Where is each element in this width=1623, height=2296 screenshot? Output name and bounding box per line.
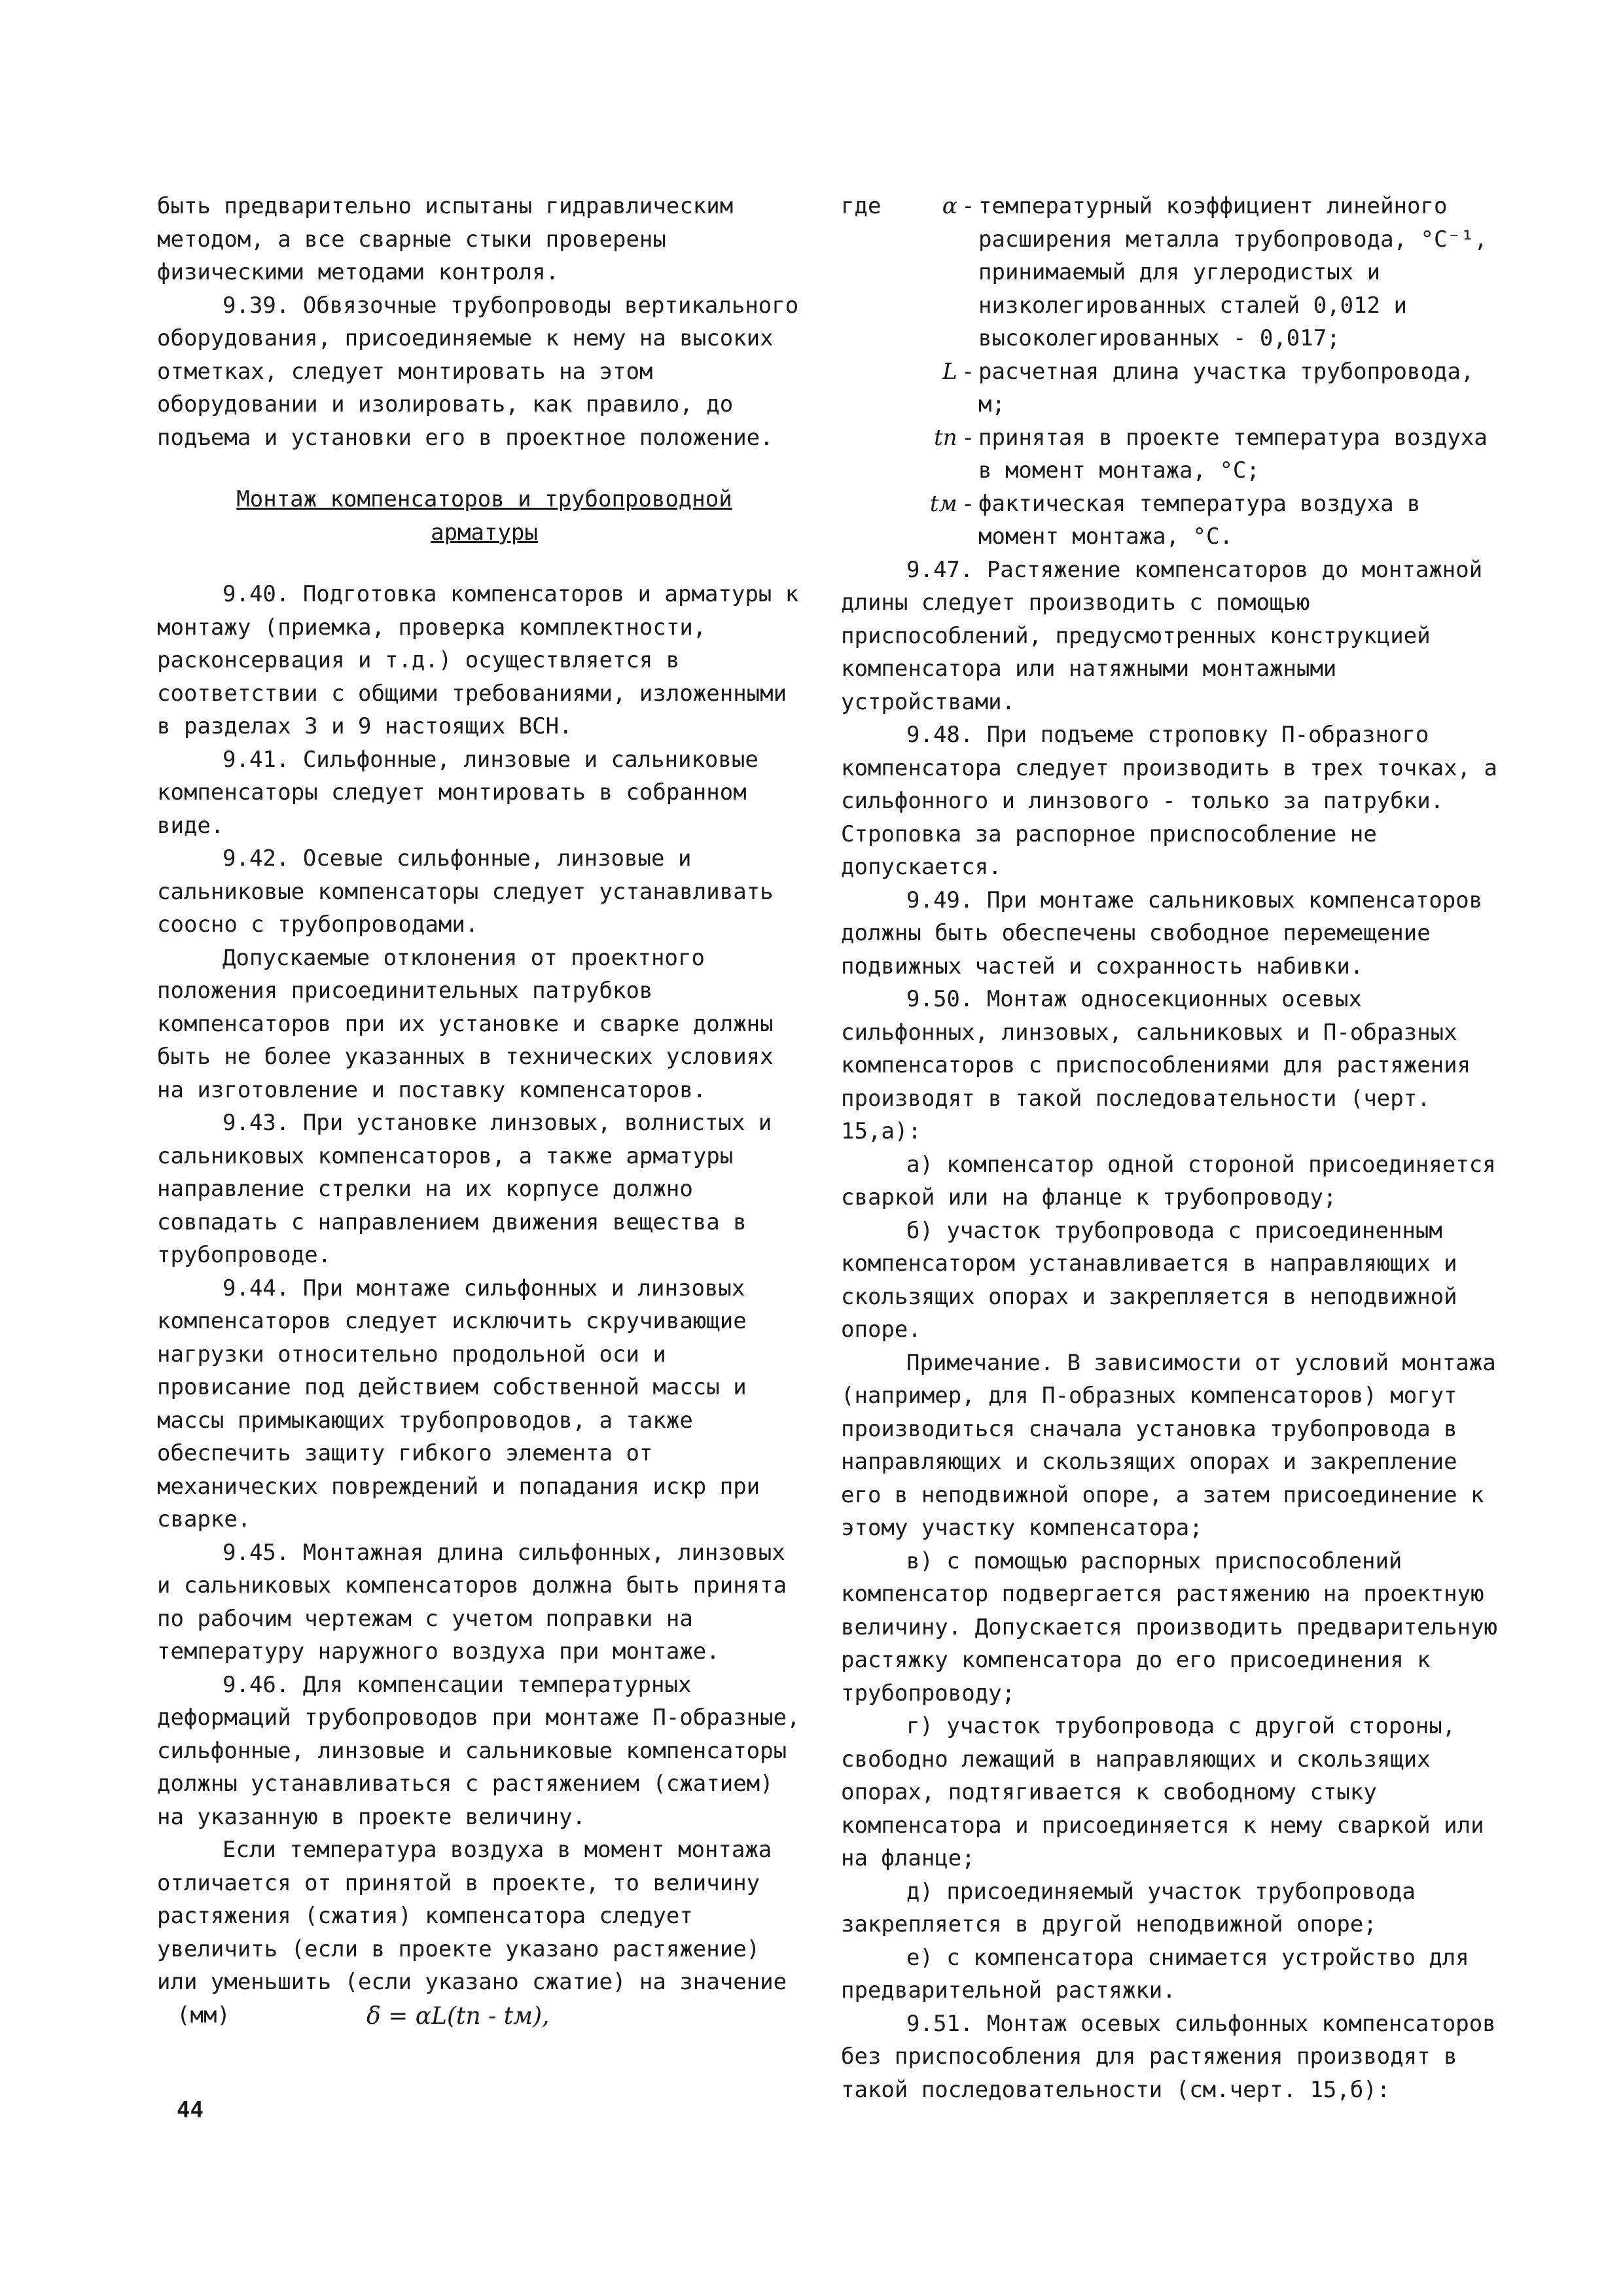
definition-text: температурный коэффициент линейного расширения металла трубопровода, °C⁻¹, принимаемый для углеродистых и низколегированных сталей 0,012 и высоколегированных - 0,017; bbox=[978, 193, 1488, 351]
definition-text: расчетная длина участка трубопровода, м; bbox=[978, 358, 1474, 417]
paragraph-9-44: 9.44. При монтаже сильфонных и линзовых компенсаторов следует исключить скручивающие нагрузки относительно продольной оси и провисание под действием собственной массы и массы примыкающих трубопроводов, а также обеспечить защиту гибкого элемента от механических повреждений и попадания искр при сварке. bbox=[157, 1275, 760, 1532]
definition-design-temperature bbox=[841, 421, 1502, 487]
paragraph-temperature-correction: Если температура воздуха в момент монтажа отличается от принятой в проекте, то величину растяжения (сжатия) компенсатора следует увеличить (если в проекте указано растяжение) или уменьшить (если указано сжатие) на значение bbox=[157, 1837, 787, 1995]
symbol-length: L - bbox=[942, 358, 972, 385]
definition-alpha bbox=[841, 190, 1502, 355]
list-item-g: г) участок трубопровода с другой стороны, свободно лежащий в направляющих и скользящих опорах, подтягивается к свободному стыку компенсатора и присоединяется к нему сваркой или на фланце; bbox=[841, 1713, 1484, 1871]
note-paragraph: Примечание. В зависимости от условий монтажа (например, для П-образных компенсаторов) могут производиться сначала установка трубопровода в направляющих и скользящих опорах и закрепление его в неподвижной опоре, а затем присоединение к этому участку компенсатора; bbox=[841, 1349, 1496, 1541]
page-number: 44 bbox=[177, 2097, 204, 2123]
formula-row bbox=[157, 1999, 812, 2036]
right-column bbox=[841, 190, 1502, 2106]
where-label: где bbox=[841, 193, 882, 219]
definition-text: принятая в проекте температура воздуха в момент монтажа, °C; bbox=[978, 424, 1488, 484]
paragraph-9-39: 9.39. Обвязочные трубопроводы вертикального оборудования, присоединяемые к нему на высоких отметках, следует монтировать на этом оборудовании и изолировать, как правило, до подъема и установки его в проектное положение. bbox=[157, 292, 799, 451]
symbol-design-temperature: tп - bbox=[934, 424, 972, 451]
definition-text: фактическая температура воздуха в момент монтажа, °C. bbox=[978, 490, 1421, 550]
section-heading-line-1: Монтаж компенсаторов и трубопроводной bbox=[236, 486, 732, 512]
list-item-d: д) присоединяемый участок трубопровода закрепляется в другой неподвижной опоре; bbox=[841, 1878, 1416, 1937]
paragraph-9-45: 9.45. Монтажная длина сильфонных, линзовых и сальниковых компенсаторов должна быть принята по рабочим чертежам с учетом поправки на температуру наружного воздуха при монтаже. bbox=[157, 1539, 787, 1665]
list-item-e: е) с компенсатора снимается устройство для предварительной растяжки. bbox=[841, 1944, 1469, 2004]
symbol-alpha: α - bbox=[942, 193, 972, 219]
paragraph-tolerances: Допускаемые отклонения от проектного положения присоединительных патрубков компенсаторов при их установке и сварке должны быть не более указанных в технических условиях на изготовление и поставку компенсаторов. bbox=[157, 944, 774, 1103]
section-heading bbox=[157, 483, 812, 549]
paragraph-9-40: 9.40. Подготовка компенсаторов и арматуры к монтажу (приемка, проверка комплектности, расконсервация и т.д.) осуществляется в соответствии с общими требованиями, изложенными в разделах 3 и 9 настоящих ВСН. bbox=[157, 581, 799, 739]
list-item-v: в) с помощью распорных приспособлений компенсатор подвергается растяжению на проектную величину. Допускается производить предварительную растяжку компенсатора до его присоединения к трубопроводу; bbox=[841, 1547, 1498, 1706]
formula: δ = αL(tп - tм), bbox=[366, 2002, 550, 2030]
list-item-a: а) компенсатор одной стороной присоединяется сваркой или на фланце к трубопроводу; bbox=[841, 1151, 1496, 1210]
unit-label: (мм) bbox=[177, 2002, 230, 2028]
symbol-actual-temperature: tм - bbox=[929, 490, 972, 517]
paragraph-9-41: 9.41. Сильфонные, линзовые и сальниковые компенсаторы следует монтировать в собранном виде. bbox=[157, 746, 758, 839]
paragraph-9-46: 9.46. Для компенсации температурных деформаций трубопроводов при монтаже П-образные, сильфонные, линзовые и сальниковые компенсаторы должны устанавливаться с растяжением (сжатием) на указанную в проекте величину. bbox=[157, 1671, 800, 1830]
spacer bbox=[157, 454, 812, 479]
paragraph-9-47: 9.47. Растяжение компенсаторов до монтажной длины следует производить с помощью приспособлений, предусмотренных конструкцией компенсатора или натяжными монтажными устройствами. bbox=[841, 556, 1483, 715]
paragraph-9-50: 9.50. Монтаж односекционных осевых сильфонных, линзовых, сальниковых и П-образных компенсаторов с приспособлениями для растяжения производят в такой последовательности (черт. 15,а): bbox=[841, 986, 1471, 1144]
paragraph-9-42: 9.42. Осевые сильфонные, линзовые и сальниковые компенсаторы следует устанавливать соосно с трубопроводами. bbox=[157, 845, 774, 938]
definitions-block bbox=[841, 190, 1502, 554]
paragraph-9-51: 9.51. Монтаж осевых сильфонных компенсаторов без приспособления для растяжения производят в такой последовательности (см.черт. 15,б): bbox=[841, 2010, 1496, 2103]
paragraph-continuation: быть предварительно испытаны гидравлическим методом, а все сварные стыки проверены физическими методами контроля. bbox=[157, 193, 734, 285]
section-heading-line-2: арматуры bbox=[431, 519, 538, 546]
paragraph-9-48: 9.48. При подъеме строповку П-образного компенсатора следует производить в трех точках, а сильфонного и линзового - только за патрубки. Строповка за распорное приспособление не допускается. bbox=[841, 722, 1498, 880]
paragraph-9-49: 9.49. При монтаже сальниковых компенсаторов должны быть обеспечены свободное перемещение подвижных частей и сохранность набивки. bbox=[841, 887, 1483, 980]
left-column bbox=[157, 190, 812, 2036]
paragraph-9-43: 9.43. При установке линзовых, волнистых и сальниковых компенсаторов, а также арматуры направление стрелки на их корпусе должно совпадать с направлением движения вещества в трубопроводе. bbox=[157, 1110, 772, 1268]
definition-actual-temperature bbox=[841, 487, 1502, 554]
list-item-b: б) участок трубопровода с присоединенным компенсатором устанавливается в направляющих и скользящих опорах и закрепляется в неподвижной опоре. bbox=[841, 1217, 1457, 1343]
definition-length bbox=[841, 355, 1502, 421]
